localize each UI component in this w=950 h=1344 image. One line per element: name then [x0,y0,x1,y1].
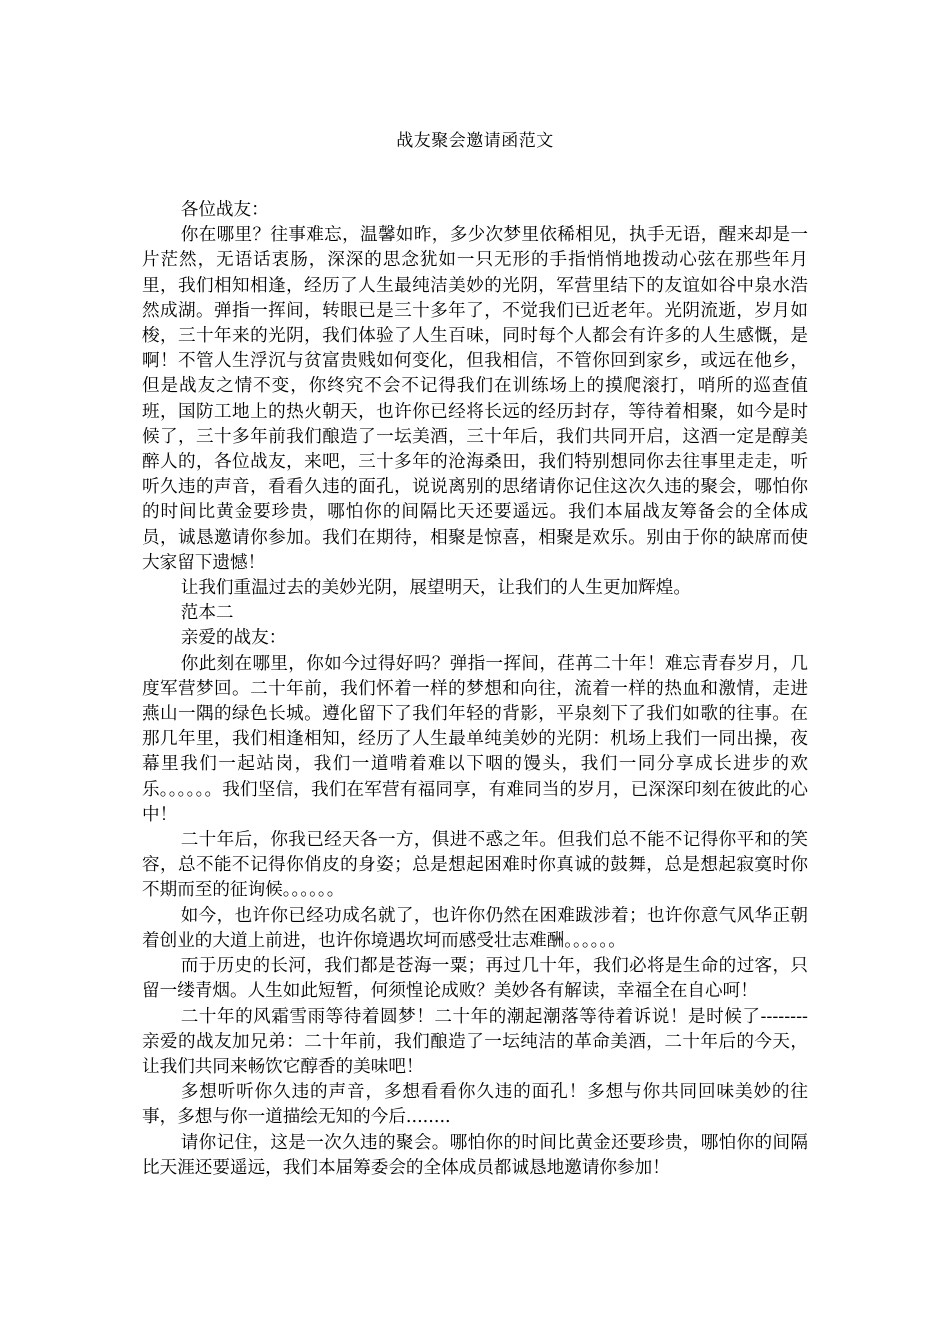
paragraph: 你此刻在哪里，你如今过得好吗？弹指一挥间，荏苒二十年！难忘青春岁月，几度军营梦回。二十年前，我们怀着一样的梦想和向往，流着一样的热血和激情，走进燕山一隅的绿色长城。遵化留下了我们年轻的背影，平泉刻下了我们如歌的往事。在那几年里，我们相逢相知，经历了人生最单纯美妙的光阴：机场上我们一同出操，夜幕里我们一起站岗，我们一道啃着难以下咽的馒头，我们一同分享成长进步的欢乐。。。。。。我们坚信，我们在军营有福同享，有难同当的岁月，已深深印刻在彼此的心中！ [142,653,808,825]
paragraph: 亲爱的战友： [180,628,287,649]
page-title: 战友聚会邀请函范文 [396,131,554,151]
document-body [142,198,808,1181]
paragraph: 二十年后，你我已经天各一方，俱进不惑之年。但我们总不能不记得你平和的笑容，总不能不记得你俏皮的身姿；总是想起困难时你真诚的鼓舞，总是想起寂寞时你不期而至的征询候。。。。。。 [142,830,808,901]
paragraph: 而于历史的长河，我们都是苍海一粟；再过几十年，我们必将是生命的过客，只留一缕青烟。人生如此短暂，何须惶论成败？美妙各有解读，幸福全在自心呵！ [142,956,808,1002]
paragraph: 各位战友： [180,200,269,220]
paragraph: 让我们重温过去的美妙光阴，展望明天，让我们的人生更加辉煌。 [180,578,691,599]
paragraph: 如今，也许你已经功成名就了，也许你仍然在困难跋涉着；也许你意气风华正朝着创业的大道上前进，也许你境遇坎坷而感受壮志难酬。。。。。。 [142,905,808,951]
paragraph: 请你记住，这是一次久违的聚会。哪怕你的时间比黄金还要珍贵，哪怕你的间隔比天涯还要遥远，我们本届筹委会的全体成员都诚恳地邀请你参加！ [142,1132,808,1178]
paragraph: 范本二 [180,603,234,624]
paragraph: 你在哪里？往事难忘，温馨如昨，多少次梦里依稀相见，执手无语，醒来却是一片茫然，无语话衷肠，深深的思念犹如一只无形的手指悄悄地拨动心弦在那些年月里，我们相知相逢，经历了人生最纯洁美妙的光阴，军营里结下的友谊如谷中泉水浩然成湖。弹指一挥间，转眼已是三十多年了，不觉我们已近老年。光阴流逝，岁月如梭，三十年来的光阴，我们体验了人生百味，同时每个人都会有许多的人生感慨，是啊！不管人生浮沉与贫富贵贱如何变化，但我相信，不管你回到家乡，或远在他乡，但是战友之情不变，你终究不会不记得我们在训练场上的摸爬滚打，哨所的巡查值班，国防工地上的热火朝天，也许你已经将长远的经历封存，等待着相聚，如今是时候了，三十多年前我们酿造了一坛美酒，三十年后，我们共同开启，这酒一定是醇美醉人的，各位战友，来吧，三十多年的沧海桑田，我们特别想同你去往事里走走，听听久违的声音，看看久违的面孔，说说离别的思绪请你记住这次久违的聚会，哪怕你的时间比黄金要珍贵，哪怕你的间隔比天还要遥远。我们本届战友筹备会的全体成员，诚恳邀请你参加。我们在期待，相聚是惊喜，相聚是欢乐。别由于你的缺席而使大家留下遗憾！ [142,225,808,573]
paragraph: 多想听听你久违的声音，多想看看你久违的面孔！多想与你共同回味美妙的往事，多想与你一道描绘无知的今后........ [142,1082,808,1128]
paragraph: 二十年的风霜雪雨等待着圆梦！二十年的潮起潮落等待着诉说！是时候了--------亲爱的战友加兄弟：二十年前，我们酿造了一坛纯洁的革命美酒，二十年后的今天，让我们共同来畅饮它醇香的美味吧！ [142,1006,808,1077]
